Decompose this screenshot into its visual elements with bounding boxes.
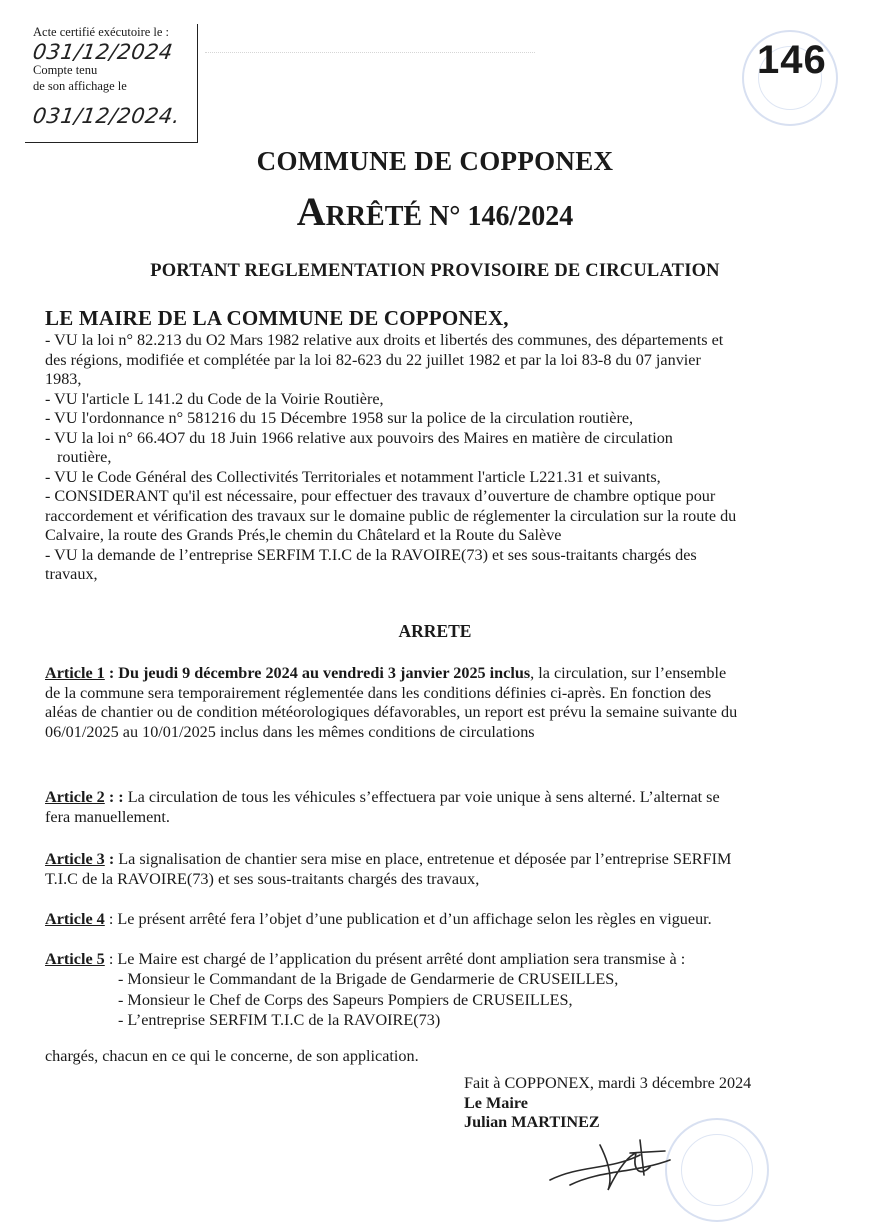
preamble-line: - VU l'article L 141.2 du Code de la Voirie Routière, [45, 389, 384, 408]
article-1-period: : Du jeudi 9 décembre 2024 au vendredi 3 janvier 2025 inclus [104, 664, 531, 682]
article-4 [45, 910, 837, 930]
certification-box [25, 24, 198, 143]
article-1-line: 06/01/2025 au 10/01/2025 inclus dans les mêmes conditions de circulations [45, 722, 535, 741]
preamble-line: des régions, modifiée et complétée par la loi 82-623 du 22 juillet 1982 et par la loi 83-8 du 07 janvier [45, 350, 701, 369]
scan-artifact [205, 52, 535, 67]
preamble-line: - VU la loi n° 66.4O7 du 18 Juin 1966 relative aux pouvoirs des Maires en matière de circulation [45, 428, 673, 447]
cert-label-2: Compte tenu [33, 63, 98, 77]
article-2-colon: : : [104, 788, 124, 806]
recipient-item: - Monsieur le Commandant de la Brigade de Gendarmerie de CRUSEILLES, [118, 970, 619, 988]
article-1-line: de la commune sera temporairement réglementée dans les conditions définies ci-après. En fonction des [45, 683, 712, 702]
article-3 [45, 850, 837, 889]
preamble-body [45, 331, 835, 585]
document-number: 146 [757, 38, 827, 82]
article-2 [45, 788, 837, 827]
display-date-handwritten: 031/12/2024. [31, 104, 182, 128]
article-1 [45, 664, 837, 742]
article-2-line: La circulation de tous les véhicules s’effectuera par voie unique à sens alterné. L’alternat se [123, 788, 720, 806]
article-1-line: , la circulation, sur l’ensemble [530, 664, 727, 682]
article-4-label: Article 4 [45, 910, 105, 928]
preamble-line: - CONSIDERANT qu'il est nécessaire, pour effectuer des travaux d’ouverture de chambre optique pour [45, 487, 716, 505]
article-3-line: La signalisation de chantier sera mise en place, entretenue et déposée par l’entreprise SERFIM [114, 850, 732, 868]
closing-line: chargés, chacun en ce qui le concerne, de son application. [45, 1047, 419, 1065]
recipient-item: - L’entreprise SERFIM T.I.C de la RAVOIRE(73) [118, 1011, 441, 1029]
article-1-line: aléas de chantier ou de condition météorologiques défavorables, un report est prévu la semaine suivante du [45, 703, 738, 721]
cert-label: Acte certifié exécutoire le : [33, 25, 170, 39]
article-5-label: Article 5 [45, 950, 105, 968]
recipient-item: - Monsieur le Chef de Corps des Sapeurs Pompiers de CRUSEILLES, [118, 990, 573, 1009]
preamble-line: Calvaire, la route des Grands Prés,le chemin du Châtelard et la Route du Salève [45, 526, 562, 544]
article-5 [45, 950, 837, 970]
arrete-initial: A [296, 189, 326, 234]
arrete-title [0, 188, 870, 235]
subject-line: PORTANT REGLEMENTATION PROVISOIRE DE CIRCULATION [150, 261, 720, 281]
article-2-label: Article 2 [45, 788, 105, 806]
signatory-name: Julian MARTINEZ [464, 1113, 600, 1131]
signatory-role: Le Maire [464, 1093, 528, 1112]
article-1-label: Article 1 [45, 664, 105, 682]
article-4-text: : Le présent arrêté fera l’objet d’une publication et d’un affichage selon les règles en vigueur. [104, 910, 712, 928]
preamble-line: - VU l'ordonnance n° 581216 du 15 Décembre 1958 sur la police de la circulation routière, [45, 409, 634, 427]
arrete-title-rest: RRÊTÉ N° 146/2024 [325, 201, 574, 232]
preamble-line: - VU la loi n° 82.213 du O2 Mars 1982 relative aux droits et libertés des communes, des départements et [45, 331, 724, 349]
article-3-line: T.I.C de la RAVOIRE(73) et ses sous-traitants chargés des travaux, [45, 869, 480, 888]
recipient-list [118, 969, 618, 1031]
preamble-line: 1983, [45, 370, 82, 388]
preamble-line: - VU le Code Général des Collectivités Territoriales et notamment l'article L221.31 et suivants, [45, 467, 661, 486]
cert-label-3: de son affichage le [33, 79, 127, 93]
handwritten-signature [540, 1125, 690, 1205]
maire-heading: LE MAIRE DE LA COMMUNE DE COPPONEX, [45, 306, 509, 330]
preamble-line: raccordement et vérification des travaux sur le domaine public de réglementer la circulation sur la route du [45, 506, 737, 525]
article-5-text: : Le Maire est chargé de l’application du présent arrêté dont ampliation sera transmise à : [104, 950, 686, 968]
preamble-line: - VU la demande de l’entreprise SERFIM T.I.C de la RAVOIRE(73) et ses sous-traitants chargés des [45, 545, 697, 564]
article-3-label: Article 3 [45, 850, 105, 868]
arrete-heading: ARRETE [398, 621, 472, 641]
preamble-line: travaux, [45, 565, 98, 583]
article-2-line: fera manuellement. [45, 807, 170, 826]
cert-date-handwritten: 031/12/2024 [31, 40, 175, 64]
preamble-line: routière, [57, 448, 112, 466]
place-date: Fait à COPPONEX, mardi 3 décembre 2024 [464, 1074, 752, 1092]
article-3-colon: : [104, 850, 115, 868]
commune-title: COMMUNE DE COPPONEX [256, 146, 614, 176]
